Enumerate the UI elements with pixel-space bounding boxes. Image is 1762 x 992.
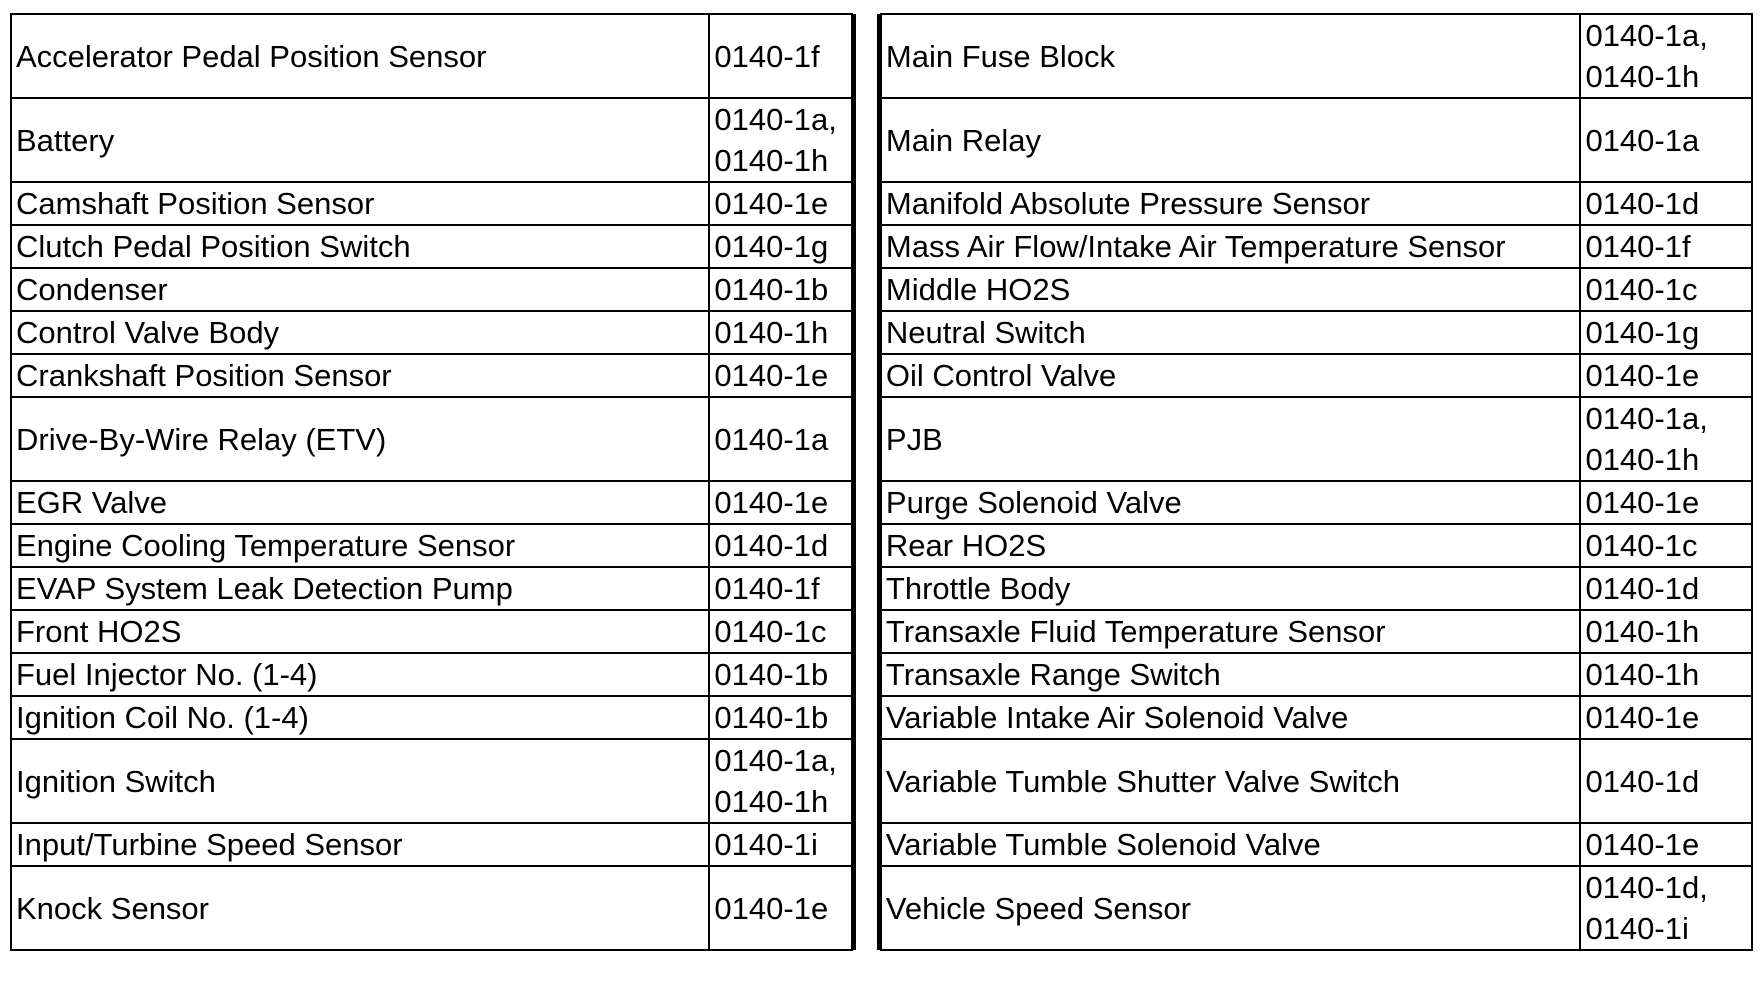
divider-bar	[853, 696, 880, 739]
code-line: 0140-1h	[1585, 442, 1700, 477]
right-component-name: Variable Tumble Shutter Valve Switch	[881, 739, 1581, 823]
right-component-codes	[1580, 866, 1752, 950]
left-component-codes	[709, 182, 851, 225]
left-component-codes	[709, 567, 851, 610]
divider-bar	[853, 225, 880, 268]
left-component-codes	[709, 268, 851, 311]
left-component-codes	[709, 653, 851, 696]
right-component-codes	[1580, 696, 1752, 739]
left-component-name: Knock Sensor	[11, 866, 709, 950]
code-line: 0140-1a,	[1585, 401, 1708, 436]
left-component-name: EVAP System Leak Detection Pump	[11, 567, 709, 610]
column-divider	[852, 14, 881, 98]
code-line: 0140-1b	[714, 700, 829, 735]
right-component-codes	[1580, 397, 1752, 481]
code-line: 0140-1e	[1585, 700, 1700, 735]
column-divider	[852, 739, 881, 823]
left-component-codes	[709, 397, 851, 481]
code-line: 0140-1c	[714, 614, 827, 649]
table-row	[11, 481, 1752, 524]
divider-bar	[853, 567, 880, 610]
right-component-name: Main Fuse Block	[881, 14, 1581, 98]
right-component-codes	[1580, 98, 1752, 182]
table-row	[11, 866, 1752, 950]
code-line: 0140-1a,	[1585, 18, 1708, 53]
table-body	[11, 14, 1752, 950]
code-line: 0140-1i	[714, 827, 818, 862]
column-divider	[852, 225, 881, 268]
code-line: 0140-1d	[714, 528, 829, 563]
code-line: 0140-1h	[1585, 614, 1700, 649]
column-divider	[852, 98, 881, 182]
right-component-codes	[1580, 524, 1752, 567]
left-component-codes	[709, 481, 851, 524]
right-component-name: Oil Control Valve	[881, 354, 1581, 397]
right-component-codes	[1580, 653, 1752, 696]
divider-bar	[853, 653, 880, 696]
code-line: 0140-1f	[714, 571, 820, 606]
code-line: 0140-1g	[714, 229, 829, 264]
left-component-codes	[709, 354, 851, 397]
table-row	[11, 397, 1752, 481]
right-component-codes	[1580, 182, 1752, 225]
divider-bar	[853, 14, 880, 98]
code-line: 0140-1b	[714, 272, 829, 307]
left-component-name: Front HO2S	[11, 610, 709, 653]
left-component-codes	[709, 610, 851, 653]
left-component-name: Crankshaft Position Sensor	[11, 354, 709, 397]
left-component-name: Accelerator Pedal Position Sensor	[11, 14, 709, 98]
code-line: 0140-1h	[714, 143, 829, 178]
left-component-name: Drive-By-Wire Relay (ETV)	[11, 397, 709, 481]
right-component-name: Manifold Absolute Pressure Sensor	[881, 182, 1581, 225]
column-divider	[852, 696, 881, 739]
table-row	[11, 823, 1752, 866]
column-divider	[852, 182, 881, 225]
code-line: 0140-1e	[714, 485, 829, 520]
column-divider	[852, 653, 881, 696]
table-row	[11, 696, 1752, 739]
divider-bar	[853, 481, 880, 524]
code-line: 0140-1a	[714, 421, 829, 457]
table-row	[11, 14, 1752, 98]
left-component-name: Input/Turbine Speed Sensor	[11, 823, 709, 866]
code-line: 0140-1e	[714, 186, 829, 221]
code-line: 0140-1d	[1585, 571, 1700, 606]
code-line: 0140-1d	[1585, 186, 1700, 221]
left-component-codes	[709, 866, 851, 950]
code-line: 0140-1c	[1585, 528, 1698, 563]
left-component-name: Camshaft Position Sensor	[11, 182, 709, 225]
right-component-name: Throttle Body	[881, 567, 1581, 610]
table-row	[11, 225, 1752, 268]
right-component-name: Purge Solenoid Valve	[881, 481, 1581, 524]
code-line: 0140-1e	[714, 890, 829, 926]
right-component-name: Transaxle Fluid Temperature Sensor	[881, 610, 1581, 653]
table-row	[11, 354, 1752, 397]
left-component-name: Ignition Coil No. (1-4)	[11, 696, 709, 739]
code-line: 0140-1f	[1585, 229, 1691, 264]
left-component-codes	[709, 98, 851, 182]
column-divider	[852, 268, 881, 311]
right-component-name: Variable Intake Air Solenoid Valve	[881, 696, 1581, 739]
divider-bar	[853, 739, 880, 823]
divider-bar	[853, 98, 880, 182]
table-row	[11, 524, 1752, 567]
divider-bar	[853, 524, 880, 567]
divider-bar	[853, 268, 880, 311]
right-component-codes	[1580, 14, 1752, 98]
code-line: 0140-1i	[1585, 911, 1689, 946]
right-component-name: Mass Air Flow/Intake Air Temperature Sensor	[881, 225, 1581, 268]
left-component-name: Engine Cooling Temperature Sensor	[11, 524, 709, 567]
code-line: 0140-1e	[1585, 485, 1700, 520]
code-line: 0140-1h	[714, 315, 829, 350]
right-component-codes	[1580, 823, 1752, 866]
code-line: 0140-1a	[1585, 122, 1700, 158]
right-component-codes	[1580, 567, 1752, 610]
right-component-name: Main Relay	[881, 98, 1581, 182]
column-divider	[852, 397, 881, 481]
table-row	[11, 98, 1752, 182]
table-row	[11, 268, 1752, 311]
column-divider	[852, 610, 881, 653]
divider-bar	[853, 354, 880, 397]
left-component-name: Condenser	[11, 268, 709, 311]
right-component-name: Transaxle Range Switch	[881, 653, 1581, 696]
divider-bar	[853, 823, 880, 866]
right-component-codes	[1580, 481, 1752, 524]
column-divider	[852, 567, 881, 610]
right-component-codes	[1580, 739, 1752, 823]
column-divider	[852, 354, 881, 397]
left-component-codes	[709, 14, 851, 98]
left-component-codes	[709, 311, 851, 354]
left-component-codes	[709, 225, 851, 268]
right-component-name: Neutral Switch	[881, 311, 1581, 354]
table-row	[11, 182, 1752, 225]
component-location-table	[10, 13, 1753, 951]
table-row	[11, 311, 1752, 354]
right-component-name: Rear HO2S	[881, 524, 1581, 567]
table-row	[11, 610, 1752, 653]
code-line: 0140-1a,	[714, 102, 837, 137]
column-divider	[852, 524, 881, 567]
code-line: 0140-1h	[1585, 59, 1700, 94]
code-line: 0140-1g	[1585, 315, 1700, 350]
column-divider	[852, 481, 881, 524]
table-row	[11, 739, 1752, 823]
left-component-name: Fuel Injector No. (1-4)	[11, 653, 709, 696]
left-component-name: Clutch Pedal Position Switch	[11, 225, 709, 268]
right-component-name: Middle HO2S	[881, 268, 1581, 311]
left-component-codes	[709, 696, 851, 739]
divider-bar	[853, 866, 880, 950]
left-component-name: EGR Valve	[11, 481, 709, 524]
right-component-name: Variable Tumble Solenoid Valve	[881, 823, 1581, 866]
right-component-name: Vehicle Speed Sensor	[881, 866, 1581, 950]
divider-bar	[853, 311, 880, 354]
code-line: 0140-1e	[714, 358, 829, 393]
code-line: 0140-1e	[1585, 827, 1700, 862]
left-component-codes	[709, 524, 851, 567]
column-divider	[852, 823, 881, 866]
left-component-name: Battery	[11, 98, 709, 182]
right-component-codes	[1580, 354, 1752, 397]
code-line: 0140-1a,	[714, 743, 837, 778]
code-line: 0140-1c	[1585, 272, 1698, 307]
divider-bar	[853, 397, 880, 481]
left-component-name: Control Valve Body	[11, 311, 709, 354]
right-component-codes	[1580, 268, 1752, 311]
column-divider	[852, 311, 881, 354]
code-line: 0140-1f	[714, 38, 820, 74]
divider-bar	[853, 610, 880, 653]
right-component-codes	[1580, 311, 1752, 354]
right-component-codes	[1580, 610, 1752, 653]
right-component-codes	[1580, 225, 1752, 268]
code-line: 0140-1d	[1585, 763, 1700, 799]
left-component-codes	[709, 823, 851, 866]
divider-bar	[853, 182, 880, 225]
code-line: 0140-1h	[1585, 657, 1700, 692]
code-line: 0140-1e	[1585, 358, 1700, 393]
code-line: 0140-1h	[714, 784, 829, 819]
left-component-name: Ignition Switch	[11, 739, 709, 823]
table-row	[11, 653, 1752, 696]
code-line: 0140-1b	[714, 657, 829, 692]
table-row	[11, 567, 1752, 610]
column-divider	[852, 866, 881, 950]
right-component-name: PJB	[881, 397, 1581, 481]
code-line: 0140-1d,	[1585, 870, 1708, 905]
left-component-codes	[709, 739, 851, 823]
